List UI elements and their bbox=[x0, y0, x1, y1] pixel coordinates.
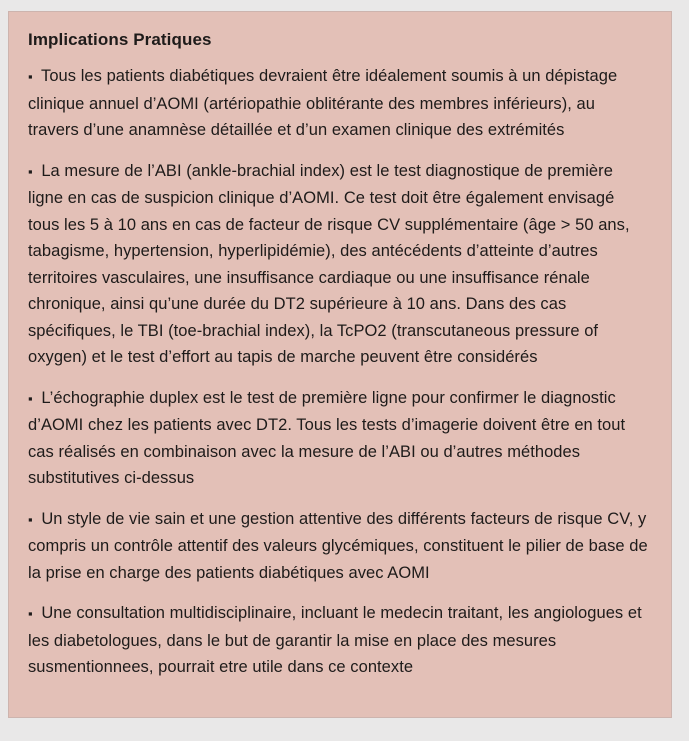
bullet-square-icon: ▪ bbox=[28, 511, 33, 527]
bullet-paragraph bbox=[28, 158, 649, 371]
page bbox=[0, 11, 689, 741]
bullet-text: Un style de vie sain et une gestion attentive des différents facteurs de risque CV, y compris un contrôle attentif des valeurs glycémiques, constituent le pilier de base de la prise en charge des patients diabétiques avec AOMI bbox=[28, 509, 648, 582]
bullet-text: L’échographie duplex est le test de première ligne pour confirmer le diagnostic d’AOMI chez les patients avec DT2. Tous les tests d’imagerie doivent être en tout cas réalisés en combinaison avec la mesure de l’ABI ou d’autres méthodes substitutives ci-dessus bbox=[28, 388, 626, 487]
bullet-text: Une consultation multidisciplinaire, incluant le medecin traitant, les angiologues et les diabetologues, dans le but de garantir la mise en place des mesures susmentionnees, pourrait etre utile dans ce contexte bbox=[28, 604, 642, 676]
bullet-paragraph bbox=[28, 385, 649, 492]
bullet-paragraph bbox=[28, 63, 649, 144]
bullet-square-icon: ▪ bbox=[28, 163, 33, 179]
bullet-text: La mesure de l’ABI (ankle-brachial index) est le test diagnostique de première ligne en cas de suspicion clinique d’AOMI. Ce test doit être également envisagé tous les 5 à 10 ans en cas de facteur de risque CV supplémentaire (âge > 50 ans, tabagisme, hypertension, hyperlipidémie), des antécédents d’atteinte d’autres territoires vasculaires, une insuffisance cardiaque ou une insuffisance rénale chronique, ainsi qu’une durée du DT2 supérieure à 10 ans. Dans des cas spécifiques, le TBI (toe-brachial index), la TcPO2 (transcutaneous pressure of oxygen) et le test d’effort au tapis de marche peuvent être considérés bbox=[28, 161, 630, 366]
bullet-text: Tous les patients diabétiques devraient être idéalement soumis à un dépistage clinique annuel d’AOMI (artériopathie oblitérante des membres inférieurs), au travers d’une anamnèse détaillée et d’un examen clinique des extrémités bbox=[28, 67, 618, 139]
implications-pratiques-panel bbox=[8, 11, 672, 718]
bullet-square-icon: ▪ bbox=[28, 390, 33, 406]
bullet-paragraph bbox=[28, 600, 649, 681]
panel-title: Implications Pratiques bbox=[28, 30, 212, 49]
bullet-square-icon: ▪ bbox=[28, 69, 33, 84]
bullet-paragraph bbox=[28, 506, 649, 587]
bullet-square-icon: ▪ bbox=[28, 606, 33, 621]
